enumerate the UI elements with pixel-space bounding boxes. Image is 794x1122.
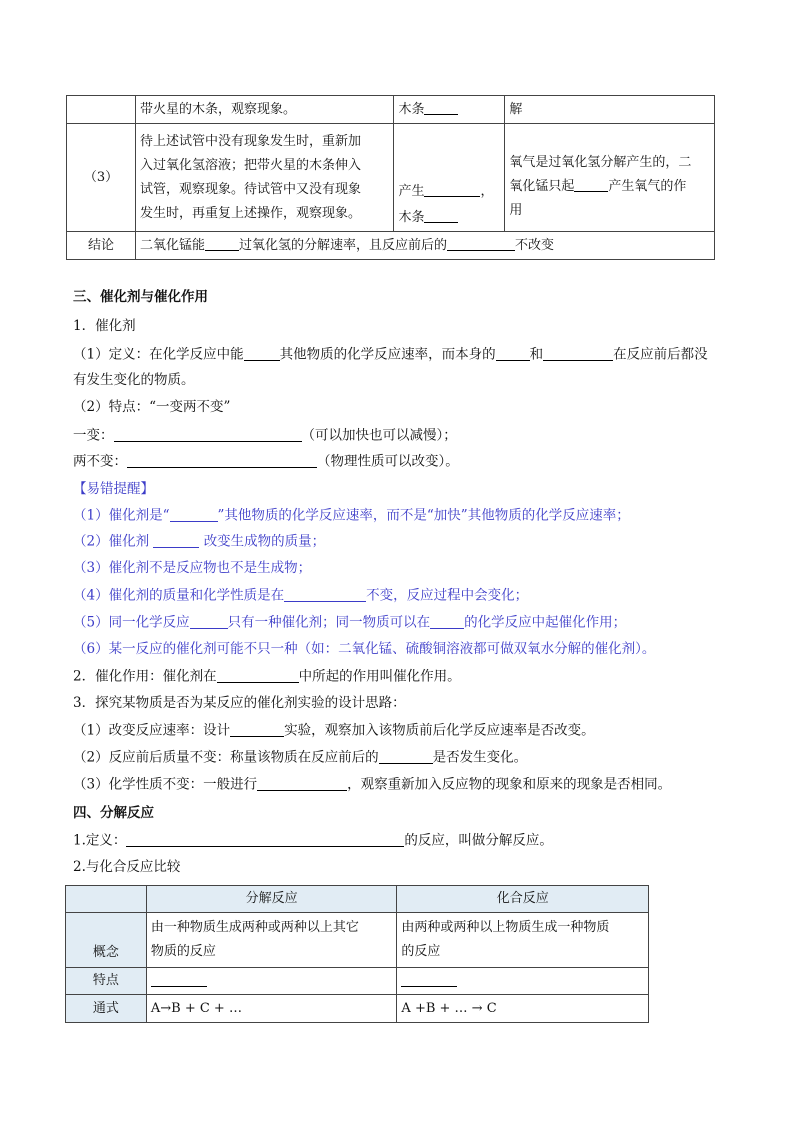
table-row xyxy=(67,232,715,260)
blank xyxy=(424,101,458,115)
blank xyxy=(543,346,613,361)
row1-phenomenon: 木条 xyxy=(394,96,505,124)
blank xyxy=(447,237,515,251)
tip-5: （5）同一化学反应 只有一种催化剂；同一物质可以在 的化学反应中起催化作用； xyxy=(73,614,627,631)
row3-conclusion: 二氧化锰能 过氧化氢的分解速率，且反应前后的 不改变 xyxy=(135,232,714,260)
table-row xyxy=(66,995,649,1023)
section3-heading: 三、催化剂与催化作用 xyxy=(73,289,208,305)
blank xyxy=(257,776,347,791)
blank xyxy=(170,507,218,522)
blank xyxy=(190,614,228,629)
table-row xyxy=(67,96,715,124)
tip-title: 【易错提醒】 xyxy=(73,481,154,497)
table-row xyxy=(66,886,649,913)
tip-3: （3）催化剂不是反应物也不是生成物； xyxy=(73,560,312,576)
table-row xyxy=(67,124,715,232)
row2-method: 待上述试管中没有现象发生时，重新加 入过氧化氢溶液；把带火星的木条伸入 试管，观察现象。待试管中又没有现象 发生时，再重复上述操作，观察现象。 xyxy=(135,124,394,232)
definition-line: （1）定义：在化学反应中能 其他物质的化学反应速率，而本身的 和 在反应前后都没 xyxy=(73,346,708,363)
blank xyxy=(574,178,608,192)
two-nochange-line: 两不变： （物理性质可以改变）。 xyxy=(73,453,459,470)
decomposition-definition: 1.定义： 的反应，叫做分解反应。 xyxy=(73,832,553,849)
row2-phenomenon: 产生 ， 木条 xyxy=(394,124,505,232)
tip-1: （1）催化剂是“ ”其他物质的化学反应速率，而不是“加快”其他物质的化学反应速率； xyxy=(73,507,630,524)
header-decomposition: 分解反应 xyxy=(146,886,397,913)
blank xyxy=(424,183,480,197)
feature-label: 特点 xyxy=(66,968,147,995)
blank xyxy=(430,614,464,629)
blank xyxy=(127,453,317,468)
table-row xyxy=(66,968,649,995)
one-change-line: 一变： （可以加快也可以减慢）； xyxy=(73,427,457,444)
item3-line: 3．探究某物质是否为某反应的催化剂实验的设计思路： xyxy=(73,695,406,711)
blank xyxy=(284,587,366,602)
concept-label: 概念 xyxy=(66,913,147,968)
principle-3: （3）化学性质不变：一般进行 ，观察重新加入反应物的现象和原来的现象是否相同。 xyxy=(73,776,672,793)
compare-title: 2.与化合反应比较 xyxy=(73,859,181,875)
row3-label: 结论 xyxy=(67,232,136,260)
section4-heading: 四、分解反应 xyxy=(73,805,154,821)
header-combination: 化合反应 xyxy=(397,886,649,913)
blank xyxy=(151,973,207,987)
principle-2: （2）反应前后质量不变：称量该物质在反应前后的 是否发生变化。 xyxy=(73,749,528,766)
row2-conclusion: 氧气是过氧化氢分解产生的，二 氧化锰只起 产生氧气的作 用 xyxy=(505,124,715,232)
feature-decomposition xyxy=(146,968,397,995)
principle-1: （1）改变反应速率：设计 实验，观察加入该物质前后化学反应速率是否改变。 xyxy=(73,722,595,739)
formula-combination: A +B + … → C xyxy=(397,995,649,1023)
blank xyxy=(217,668,299,683)
blank xyxy=(244,346,280,361)
blank xyxy=(496,346,530,361)
feature-line: （2）特点：“一变两不变” xyxy=(73,399,231,415)
row2-num: （3） xyxy=(67,124,136,232)
comparison-table xyxy=(65,885,649,1023)
tip-6: （6）某一反应的催化剂可能不只一种（如：二氧化锰、硫酸铜溶液都可做双氧水分解的催化剂）。 xyxy=(73,641,656,657)
row1-conclusion: 解 xyxy=(505,96,715,124)
formula-decomposition: A→B + C + … xyxy=(146,995,397,1023)
definition-line2: 有发生变化的物质。 xyxy=(73,372,195,388)
formula-label: 通式 xyxy=(66,995,147,1023)
blank xyxy=(153,533,199,548)
blank xyxy=(401,973,457,987)
experiment-table xyxy=(66,95,715,260)
blank xyxy=(230,722,284,737)
tip-4: （4）催化剂的质量和化学性质是在 不变，反应过程中会变化； xyxy=(73,587,529,604)
blank xyxy=(379,749,433,764)
feature-combination xyxy=(397,968,649,995)
blank xyxy=(424,209,458,223)
blank xyxy=(205,237,239,251)
item2-line: 2．催化作用：催化剂在 中所起的作用叫催化作用。 xyxy=(73,668,461,685)
table-row xyxy=(66,913,649,968)
concept-combination: 由两种或两种以上物质生成一种物质 的反应 xyxy=(397,913,649,968)
tip-2: （2）催化剂 改变生成物的质量； xyxy=(73,533,326,550)
row1-method: 带火星的木条，观察现象。 xyxy=(135,96,394,124)
blank xyxy=(126,832,404,847)
item1-title: 1．催化剂 xyxy=(73,318,136,334)
header-empty xyxy=(66,886,147,913)
concept-decomposition: 由一种物质生成两种或两种以上其它 物质的反应 xyxy=(146,913,397,968)
blank xyxy=(114,427,302,442)
row1-num xyxy=(67,96,136,124)
